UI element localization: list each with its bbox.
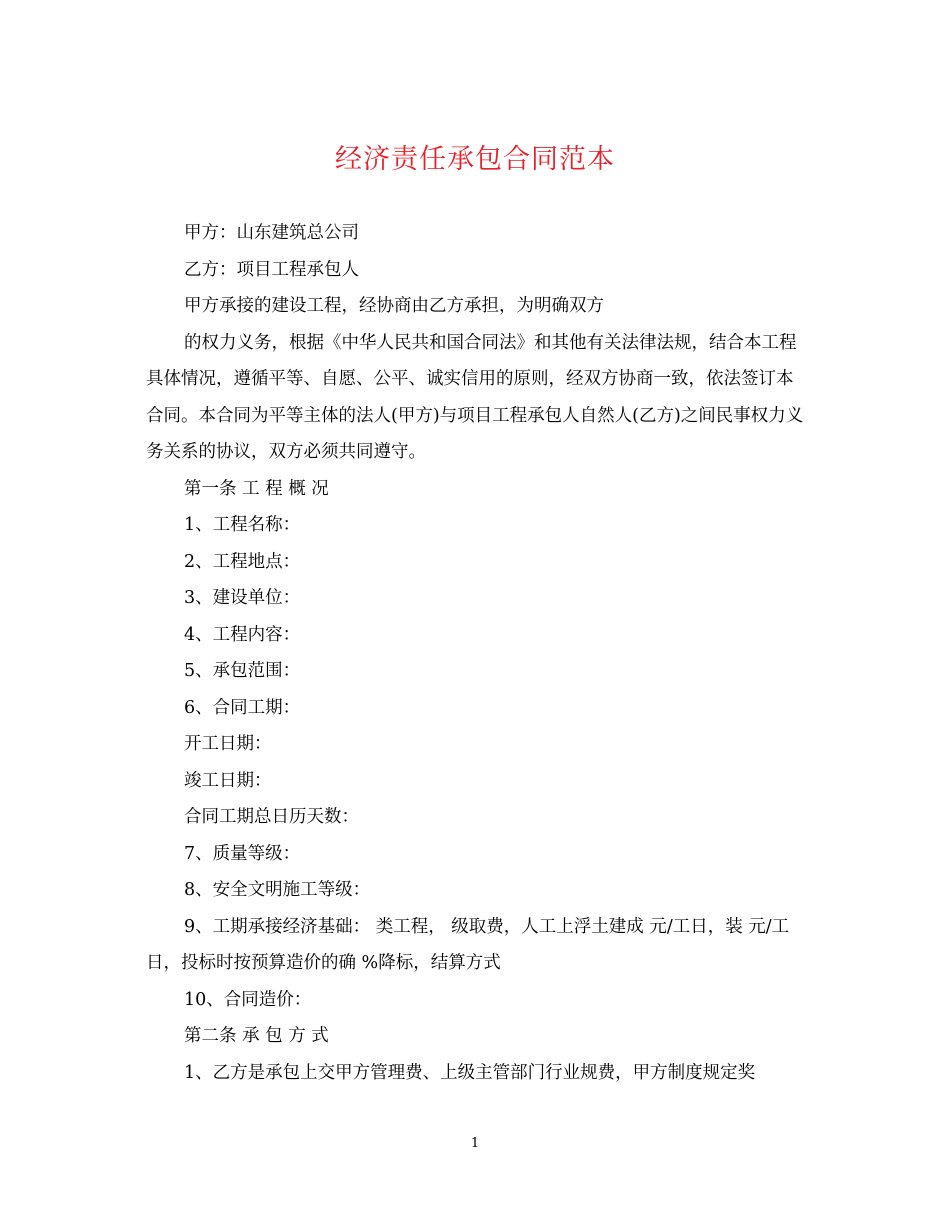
- page-number: 1: [470, 1136, 480, 1151]
- item-project-name: 1、工程名称：: [184, 515, 301, 535]
- paragraph-party-a: 甲方：山东建筑总公司: [184, 223, 359, 243]
- item-project-content: 4、工程内容：: [184, 624, 301, 645]
- item-contract-period: 6、合同工期：: [184, 697, 301, 718]
- paragraph-intro-line: 甲方承接的建设工程，经协商由乙方承担，为明确双方: [184, 296, 604, 316]
- item-project-location: 2、工程地点：: [184, 551, 301, 572]
- item-contract-scope: 5、承包范围：: [184, 661, 301, 681]
- item-safety-grade: 8、安全文明施工等级：: [184, 880, 371, 900]
- article-one-heading: 第一条 工 程 概 况: [184, 478, 329, 499]
- document-title: 经济责任承包合同范本: [335, 144, 615, 175]
- article-two-item-one: 1、乙方是承包上交甲方管理费、上级主管部门行业规费，甲方制度规定奖: [184, 1062, 756, 1083]
- item-start-date: 开工日期：: [184, 734, 272, 754]
- item-construction-unit: 3、建设单位：: [184, 588, 301, 608]
- paragraph-party-b: 乙方：项目工程承包人: [184, 259, 359, 280]
- paragraph-intro-body: 的权力义务，根据《中华人民共和国合同法》和其他有关法律法规，结合本工程具体情况，遵循平等、自愿、公平、诚实信用的原则，经双方协商一致，依法签订本合同。本合同为平等主体的法人(甲方)与项目工程承包人自然人(乙方)之间民事权力义务关系的协议，双方必须共同遵守。: [146, 332, 804, 462]
- item-completion-date: 竣工日期：: [184, 770, 272, 791]
- document-body: [146, 215, 806, 1091]
- item-quality-grade: 7、质量等级：: [184, 843, 301, 864]
- article-two-heading: 第二条 承 包 方 式: [184, 1026, 329, 1046]
- item-contract-price: 10、合同造价：: [184, 989, 312, 1010]
- item-economic-basis: 9、工期承接经济基础： 类工程， 级取费，人工上浮土建成 元/工日，装 元/工日，投标时按预算造价的确 %降标，结算方式: [146, 916, 790, 973]
- item-total-calendar-days: 合同工期总日历天数：: [184, 807, 359, 827]
